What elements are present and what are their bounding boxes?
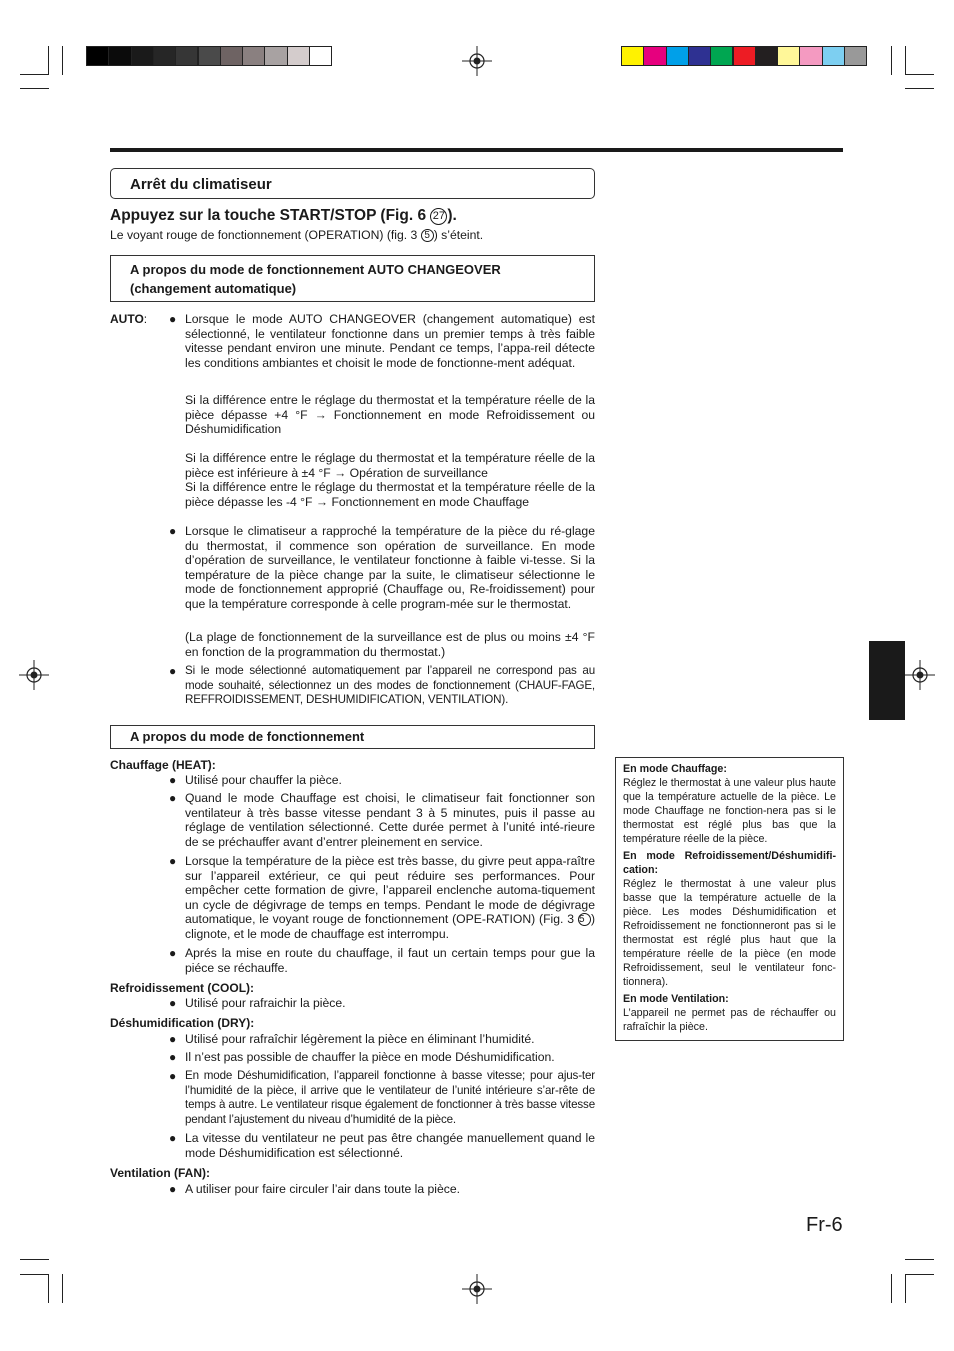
calibration-swatch — [153, 46, 176, 66]
bullet-icon: ● — [169, 524, 177, 538]
heat-bullet-text: Aprés la mise en route du chauffage, il faut un certain temps pour gue la piéce se réchauffe. — [185, 946, 595, 975]
bullet-icon: ● — [169, 773, 177, 787]
auto-monitor-condition: Si la différence entre le réglage du thermostat et la température réelle de la pièce est inférieure à ±4 °F → Opération de surveillance — [185, 451, 595, 480]
crop-mark — [20, 74, 49, 75]
dry-bullet-text: Utilisé pour rafraîchir légèrement la pièce en éliminant l’humidité. — [185, 1032, 535, 1046]
crop-mark — [905, 74, 934, 75]
crop-mark — [20, 1259, 49, 1260]
figure-ref-badge: 5 — [421, 229, 434, 242]
stop-text-suffix: ) s’éteint. — [433, 228, 484, 242]
heat-defrost-text-end: ) clignote, et le mode de chauffage est interrompu. — [185, 912, 595, 941]
fan-bullet-text: A utiliser pour faire circuler l’air dans toute la pièce. — [185, 1182, 461, 1196]
bullet-icon: ● — [169, 664, 177, 678]
registration-mark-icon — [462, 46, 492, 76]
calibration-swatch — [198, 46, 221, 66]
figure-ref-badge: 5 — [578, 913, 591, 926]
calibration-swatch — [264, 46, 287, 66]
calibration-swatch — [755, 46, 778, 66]
bullet-icon: ● — [169, 1131, 177, 1145]
bullet-icon: ● — [169, 791, 177, 805]
registration-mark-icon — [462, 1274, 492, 1304]
crop-mark — [905, 1274, 934, 1275]
auto-label — [110, 312, 147, 326]
calibration-swatch — [822, 46, 845, 66]
calibration-swatch — [777, 46, 800, 66]
crop-mark — [891, 46, 892, 75]
modes-section-title — [110, 725, 595, 749]
dry-label: Déshumidification (DRY): — [110, 1016, 255, 1030]
heat-label: Chauffage (HEAT): — [110, 758, 216, 772]
auto-label-text: AUTO — [110, 312, 144, 326]
calibration-swatch — [844, 46, 867, 66]
heat-defrost-text-body: Lorsque la température de la pièce est très basse, du givre peut appa-raître sur l’appareil extérieur, ce qui peut réduire ses performances. Pour empêcher cette formation de givre, l’appareil enclenche automa-tiquement un cycle de dégivrage de temps en temps. Pendant le mode de dégivrage automatique, le voyant rouge de fonctionnement (OPE-RATION) (Fig. 3 — [185, 854, 595, 927]
heat-bullet-text: Utilisé pour chauffer la pièce. — [185, 773, 342, 787]
dry-bullet-text: En mode Déshumidification, l’appareil fonctionne à basse vitesse; pour ajus-ter l’humidité de la pièce, il arrive que le ventilateur de l’unité intérieure s’ar-rête de temps à autre. Le ventilateur risque également de fonctionner à très basse vitesse pendant l’ajustement du niveau d’humidité de la pièce. — [185, 1069, 595, 1126]
section-tab-marker — [869, 641, 905, 720]
auto-bullet-text: Lorsque le mode AUTO CHANGEOVER (changement automatique) est sélectionné, le ventilateur fonctionne dans un premier temps à très faible vitesse pendant environ une minute. Pendant ce temps, l’appa-reil détecte les conditions ambiantes et choisit le mode de fonctionne-ment adéquat. — [185, 312, 595, 370]
bullet-icon: ● — [169, 312, 177, 326]
auto-monitoring-text: Lorsque le climatiseur a rapproché la température de la pièce du ré-glage du thermostat, il commence son opération de surveillance. En mode d’opération de surveillance, le ventilateur fonctionne à faible vi-tesse. Si la température de la pièce change par la suite, le climatiseur sélectionne le mode de fonctionnement approprié (Chauffage ou, Re-froidissement) pour que la température corresponde à celle program-mée sur le thermostat. — [185, 524, 595, 611]
dry-bullet-text: Il n’est pas possible de chauffer la pièce en mode Déshumidification. — [185, 1050, 555, 1064]
crop-mark — [891, 1274, 892, 1303]
calibration-swatch — [799, 46, 822, 66]
calibration-swatch — [710, 46, 733, 66]
header-rule — [110, 148, 843, 152]
crop-mark — [905, 1259, 934, 1260]
auto-label-colon: : — [143, 312, 148, 326]
auto-section-title-line: (changement automatique) — [130, 281, 297, 296]
heat-bullet-text: Quand le mode Chauffage est choisi, le climatiseur fait fonctionner son ventilateur à très basse vitesse pendant 3 à 5 minutes, puis il passe au réglage de ventilation sélectionné. Cette durée permet à l’unité inté-rieure de se préchauffer avant d’entrer pleinement en service. — [185, 791, 595, 849]
page-title-text: Arrêt du climatiseur — [130, 176, 272, 193]
fan-label: Ventilation (FAN): — [110, 1166, 210, 1180]
calibration-swatch — [643, 46, 666, 66]
modes-section-title-text: A propos du mode de fonctionnement — [130, 729, 365, 744]
stop-heading-suffix: ). — [447, 207, 457, 224]
registration-mark-icon — [905, 660, 935, 690]
cool-label: Refroidissement (COOL): — [110, 981, 255, 995]
calibration-swatch — [242, 46, 265, 66]
bullet-icon: ● — [169, 996, 177, 1010]
crop-mark — [48, 1274, 49, 1303]
page-number: Fr-6 — [806, 1214, 843, 1236]
calibration-swatch — [86, 46, 109, 66]
crop-mark — [20, 88, 49, 89]
bullet-icon: ● — [169, 1182, 177, 1196]
note-text: Réglez le thermostat à une valeur plus basse que la température actuelle de la pièce. Les modes Déshumidification et Refroidissement ne fonctionneront pas si le thermostat est réglé plus haut que la température réelle de la pièce (en mode Refroidissement, seul le ventilateur fonc-tionnera). — [623, 878, 836, 988]
calibration-swatch — [131, 46, 154, 66]
crop-mark — [905, 1274, 906, 1303]
note-heading: En mode Ventilation: — [623, 993, 729, 1005]
auto-monitoring-note: (La plage de fonctionnement de la surveillance est de plus ou moins ±4 °F en fonction de la programmation du thermostat.) — [185, 630, 595, 659]
calibration-swatch — [733, 46, 756, 66]
note-heading: En mode Chauffage: — [623, 763, 727, 775]
calibration-swatch — [220, 46, 243, 66]
crop-mark — [905, 88, 934, 89]
note-text: L’appareil ne permet pas de réchauffer ou rafraîchir la pièce. — [623, 1007, 836, 1033]
stop-description — [110, 228, 483, 243]
auto-cool-condition: Si la différence entre le réglage du thermostat et la température réelle de la pièce dépasse +4 °F → Fonctionnement en mode Refroidissement ou Déshumidification — [185, 393, 595, 437]
calibration-swatch — [309, 46, 332, 66]
crop-mark — [62, 46, 63, 75]
auto-heat-condition: Si la différence entre le réglage du thermostat et la température réelle de la pièce dépasse les -4 °F → Fonctionnement en mode Chauffage — [185, 480, 595, 509]
calibration-swatch — [175, 46, 198, 66]
auto-section-title-line: A propos du mode de fonctionnement AUTO CHANGEOVER — [130, 262, 501, 277]
stop-text: Le voyant rouge de fonctionnement (OPERATION) (fig. 3 — [110, 228, 421, 242]
page-title — [110, 168, 595, 199]
cool-bullet-text: Utilisé pour rafraichir la pièce. — [185, 996, 346, 1010]
thermostat-note-box — [615, 757, 844, 1041]
bullet-icon: ● — [169, 1032, 177, 1046]
stop-heading — [110, 207, 457, 225]
auto-section-title — [110, 255, 595, 302]
crop-mark — [48, 46, 49, 75]
crop-mark — [62, 1274, 63, 1303]
bullet-icon: ● — [169, 1069, 177, 1083]
note-text: Réglez le thermostat à une valeur plus haute que la température actuelle de la pièce. Le mode Chauffage ne fonction-nera pas si le thermostat est réglé plus bas que la température réelle de la pièce. — [623, 777, 836, 845]
dry-bullet-text: La vitesse du ventilateur ne peut pas être changée manuellement quand le mode Déshumidification est sélectionné. — [185, 1131, 595, 1160]
auto-manual-select-text: Si le mode sélectionné automatiquement par l’appareil ne correspond pas au mode souhaité, sélectionnez un des modes de fonctionnement (CHAUF-FAGE, REFFROIDISSEMENT, DESHUMIDIFICATION, VENTILATION). — [185, 664, 595, 707]
figure-ref-badge: 27 — [430, 208, 447, 225]
crop-mark — [905, 46, 906, 75]
calibration-swatch — [621, 46, 644, 66]
calibration-swatch — [666, 46, 689, 66]
calibration-swatch — [287, 46, 310, 66]
calibration-swatch — [688, 46, 711, 66]
heat-defrost-text — [185, 854, 595, 942]
bullet-icon: ● — [169, 1050, 177, 1064]
crop-mark — [20, 1274, 49, 1275]
note-heading: En mode Refroidissement/Déshumidifi-cation: — [623, 850, 836, 876]
stop-heading-text: Appuyez sur la touche START/STOP (Fig. 6 — [110, 207, 431, 224]
registration-mark-icon — [19, 660, 49, 690]
bullet-icon: ● — [169, 946, 177, 960]
calibration-swatch — [108, 46, 131, 66]
bullet-icon: ● — [169, 854, 177, 868]
